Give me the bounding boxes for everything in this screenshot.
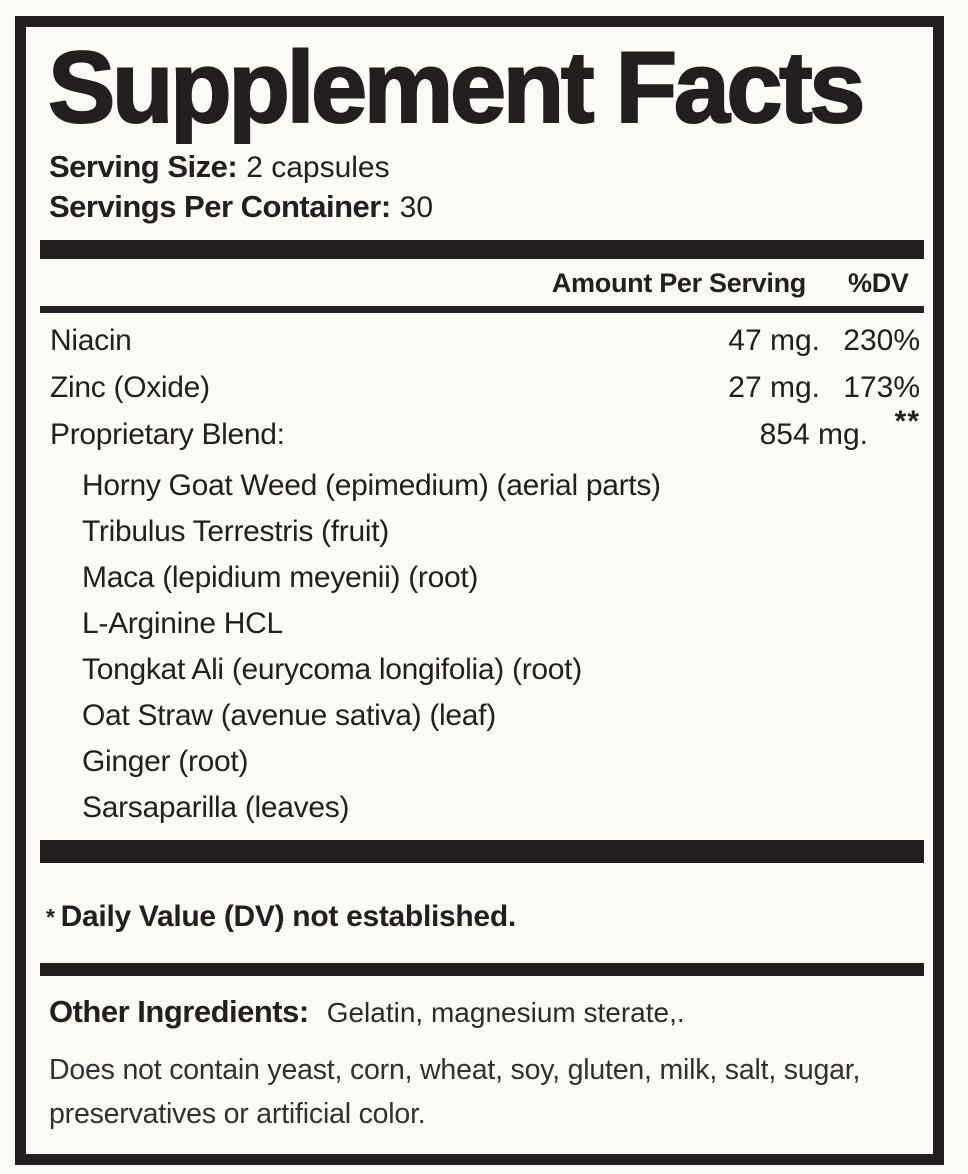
nutrient-amount: 27 mg. xyxy=(728,371,820,404)
servings-per-container-line xyxy=(49,187,433,227)
divider-thin-bottom xyxy=(40,963,924,976)
nutrient-dv: 230% xyxy=(843,324,920,357)
proprietary-blend-list xyxy=(82,463,661,831)
nutrient-name: Zinc (Oxide) xyxy=(50,371,210,404)
serving-size-value: 2 capsules xyxy=(246,151,390,184)
nutrient-table xyxy=(50,324,920,465)
serving-size-line xyxy=(49,147,433,187)
column-header-dv: %DV xyxy=(848,268,909,298)
disclaimer-line: preservatives or artificial color. xyxy=(49,1097,426,1130)
column-header-amount: Amount Per Serving xyxy=(551,268,806,298)
servings-per-container-label: Servings Per Container: xyxy=(49,189,391,224)
table-header xyxy=(50,268,908,299)
nutrient-dv: 173% xyxy=(843,371,920,404)
allergen-disclaimer xyxy=(49,1049,913,1136)
divider-thick-middle xyxy=(40,840,924,863)
serving-size-label: Serving Size: xyxy=(49,149,238,184)
nutrient-name: Niacin xyxy=(50,324,132,357)
serving-info xyxy=(49,147,433,227)
blend-item: Horny Goat Weed (epimedium) (aerial parts) xyxy=(82,469,661,502)
blend-item: Tribulus Terrestris (fruit) xyxy=(82,515,389,548)
asterisk-icon: * xyxy=(46,904,55,930)
other-ingredients-label: Other Ingredients: xyxy=(49,994,309,1029)
blend-item: L-Arginine HCL xyxy=(82,607,283,640)
other-ingredients-line xyxy=(49,993,913,1032)
divider-thin-header xyxy=(40,306,924,313)
nutrient-dv: ** xyxy=(894,405,920,438)
blend-item: Maca (lepidium meyenii) (root) xyxy=(82,561,479,594)
supplement-facts-panel xyxy=(15,16,944,1165)
table-row xyxy=(50,371,920,418)
nutrient-amount: 854 mg. xyxy=(759,418,868,451)
blend-item: Oat Straw (avenue sativa) (leaf) xyxy=(82,699,496,732)
other-ingredients-value: Gelatin, magnesium sterate,. xyxy=(326,997,685,1028)
dv-footnote-text: Daily Value (DV) not established. xyxy=(60,900,516,933)
blend-item: Ginger (root) xyxy=(82,745,249,778)
dv-footnote xyxy=(46,900,516,934)
table-row xyxy=(50,405,920,465)
panel-title: Supplement Facts xyxy=(48,32,862,144)
servings-per-container-value: 30 xyxy=(399,191,434,224)
divider-thick-top xyxy=(40,240,924,259)
blend-item: Sarsaparilla (leaves) xyxy=(82,791,350,824)
blend-item: Tongkat Ali (eurycoma longifolia) (root) xyxy=(82,653,582,686)
table-row xyxy=(50,324,920,371)
nutrient-name: Proprietary Blend: xyxy=(50,418,285,451)
nutrient-amount: 47 mg. xyxy=(728,324,820,357)
disclaimer-line: Does not contain yeast, corn, wheat, soy, gluten, milk, salt, sugar, xyxy=(49,1054,861,1086)
